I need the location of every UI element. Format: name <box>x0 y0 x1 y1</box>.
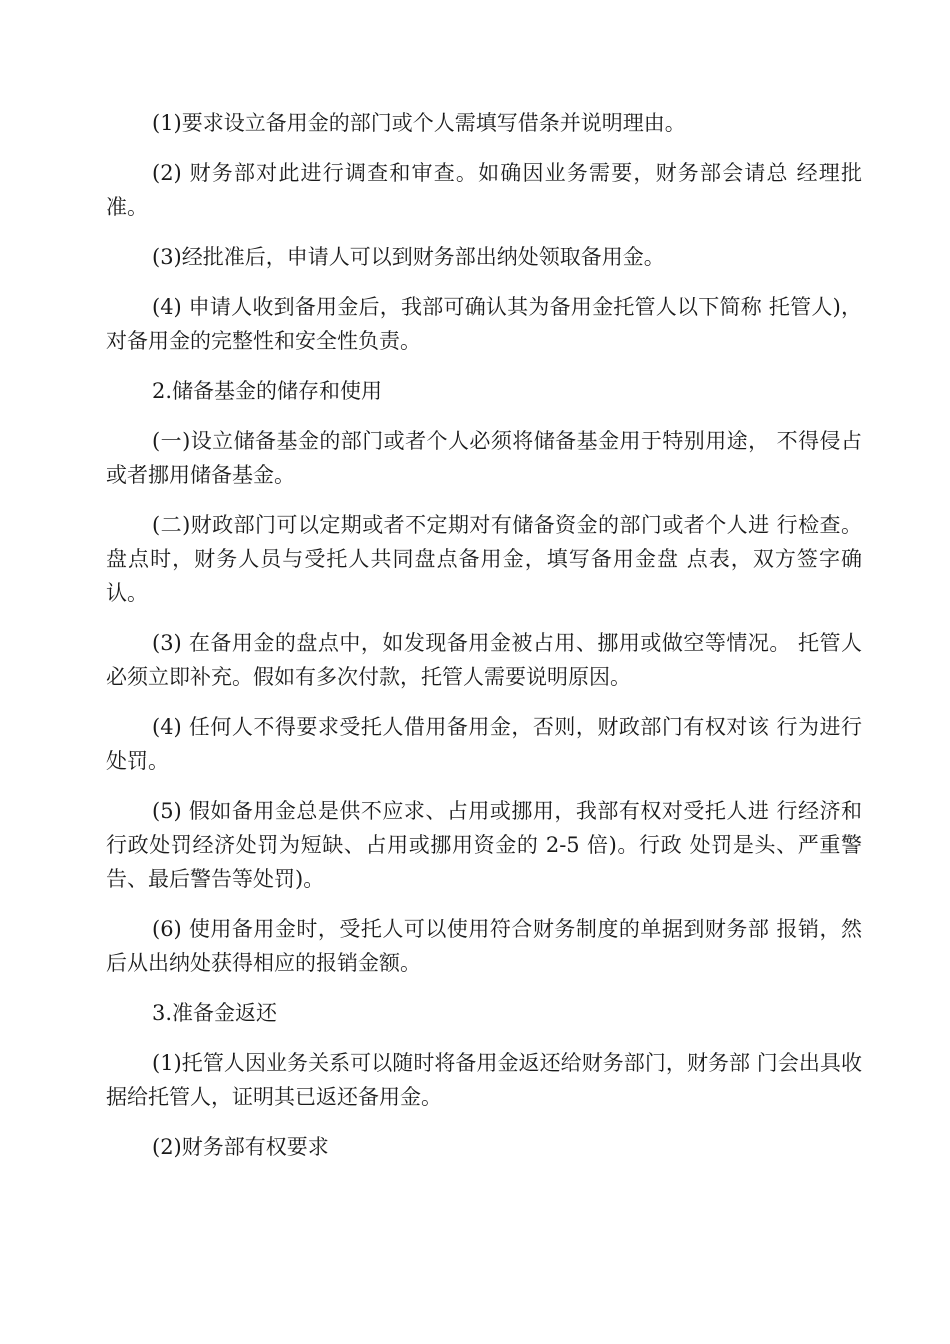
paragraph-10: (5) 假如备用金总是供不应求、占用或挪用，我部有权对受托人进 行经济和行政处罚经济处罚为短缺、占用或挪用资金的 2-5 倍)。行政 处罚是头、严重警告、最后警告等处罚)。 <box>106 799 862 891</box>
paragraph-13: (1)托管人因业务关系可以随时将备用金返还给财务部门，财务部 门会出具收据给托管人，证明其已返还备用金。 <box>106 1051 862 1109</box>
paragraph-8: (3) 在备用金的盘点中，如发现备用金被占用、挪用或做空等情况。 托管人必须立即补充。假如有多次付款，托管人需要说明原因。 <box>106 631 862 689</box>
paragraph-14: (2)财务部有权要求 <box>152 1135 329 1159</box>
paragraph-7: (二)财政部门可以定期或者不定期对有储备资金的部门或者个人进 行检查。盘点时，财务人员与受托人共同盘点备用金，填写备用金盘 点表，双方签字确认。 <box>106 513 862 605</box>
paragraph-6: (一)设立储备基金的部门或者个人必须将储备基金用于特别用途， 不得侵占或者挪用储备基金。 <box>106 429 862 487</box>
paragraph-2: (2) 财务部对此进行调查和审查。如确因业务需要，财务部会请总 经理批准。 <box>106 161 862 219</box>
section-heading-2: 2.储备基金的储存和使用 <box>152 379 383 403</box>
paragraph-11: (6) 使用备用金时，受托人可以使用符合财务制度的单据到财务部 报销，然后从出纳处获得相应的报销金额。 <box>106 917 862 975</box>
document-body <box>106 106 862 1180</box>
paragraph-9: (4) 任何人不得要求受托人借用备用金，否则，财政部门有权对该 行为进行处罚。 <box>106 715 862 773</box>
paragraph-4: (4) 申请人收到备用金后，我部可确认其为备用金托管人以下简称 托管人)，对备用金的完整性和安全性负责。 <box>106 295 862 353</box>
paragraph-1: (1)要求设立备用金的部门或个人需填写借条并说明理由。 <box>152 111 686 135</box>
paragraph-3: (3)经批准后，申请人可以到财务部出纳处领取备用金。 <box>152 245 665 269</box>
section-heading-3: 3.准备金返还 <box>152 1001 278 1025</box>
